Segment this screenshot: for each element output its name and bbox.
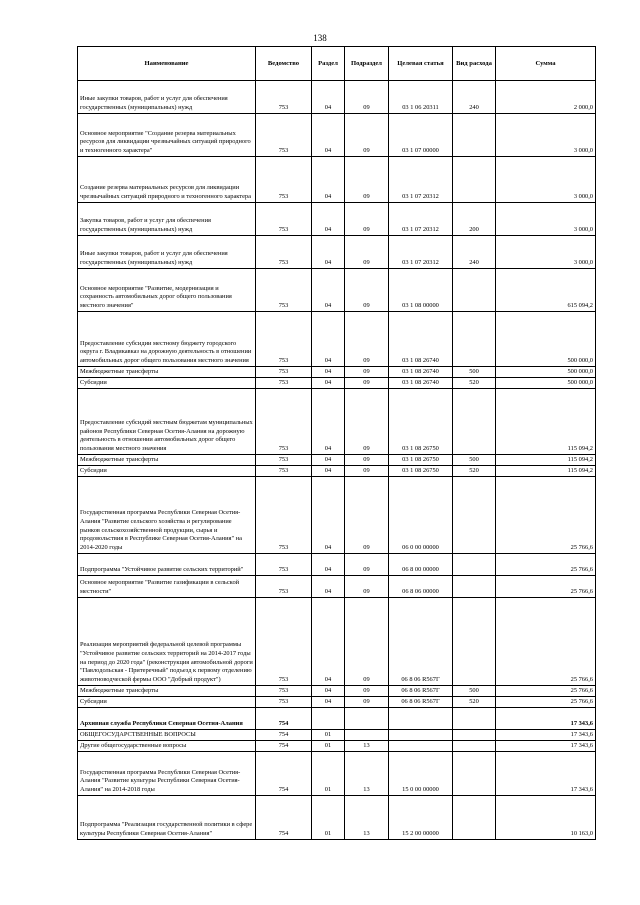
cell-tselevaya-statya: 06 8 06 00000 — [389, 576, 453, 598]
cell-razdel: 01 — [312, 796, 345, 840]
header-vid-raskhoda: Вид расхода — [453, 47, 496, 81]
cell-vedomstvo: 753 — [256, 269, 312, 312]
cell-tselevaya-statya: 03 1 08 26750 — [389, 455, 453, 466]
cell-razdel: 04 — [312, 236, 345, 269]
cell-podrazdel: 09 — [345, 236, 389, 269]
cell-vedomstvo: 753 — [256, 697, 312, 708]
cell-summa: 17 343,6 — [496, 752, 596, 796]
cell-tselevaya-statya: 06 8 06 R567Г — [389, 697, 453, 708]
cell-podrazdel: 13 — [345, 796, 389, 840]
cell-razdel: 04 — [312, 203, 345, 236]
cell-vid-raskhoda: 200 — [453, 203, 496, 236]
cell-tselevaya-statya: 03 1 08 26740 — [389, 367, 453, 378]
cell-vedomstvo: 753 — [256, 477, 312, 554]
cell-name: Предоставление субсидии местному бюджету городского округа г. Владикавказ на дорожную деятельность в отношении автомобильных дорог общего пользования местного значения — [78, 312, 256, 367]
cell-tselevaya-statya: 03 1 08 26750 — [389, 466, 453, 477]
table-row — [78, 741, 596, 752]
cell-name: Основное мероприятие "Развитие газификации в сельской местности" — [78, 576, 256, 598]
cell-vedomstvo: 753 — [256, 367, 312, 378]
table-row — [78, 477, 596, 554]
cell-razdel: 04 — [312, 598, 345, 686]
cell-vedomstvo: 754 — [256, 741, 312, 752]
cell-name: Архивная служба Республики Северная Осетия-Алания — [78, 708, 256, 730]
cell-razdel: 04 — [312, 269, 345, 312]
table-row — [78, 236, 596, 269]
cell-podrazdel: 09 — [345, 269, 389, 312]
cell-summa: 10 163,0 — [496, 796, 596, 840]
cell-vid-raskhoda — [453, 312, 496, 367]
table-row — [78, 378, 596, 389]
cell-name: Иные закупки товаров, работ и услуг для обеспечения государственных (муниципальных) нужд — [78, 81, 256, 114]
cell-name: Субсидии — [78, 697, 256, 708]
cell-name: Другие общегосударственные вопросы — [78, 741, 256, 752]
cell-summa: 25 766,6 — [496, 576, 596, 598]
header-podrazdel: Подраздел — [345, 47, 389, 81]
cell-vedomstvo: 753 — [256, 81, 312, 114]
cell-name: Основное мероприятие "Создание резерва материальных ресурсов для ликвидации чрезвычайных ситуаций природного и техногенного характера" — [78, 114, 256, 157]
cell-podrazdel: 09 — [345, 114, 389, 157]
cell-summa: 115 094,2 — [496, 466, 596, 477]
cell-tselevaya-statya — [389, 730, 453, 741]
cell-razdel: 04 — [312, 367, 345, 378]
cell-razdel: 04 — [312, 576, 345, 598]
cell-razdel: 01 — [312, 741, 345, 752]
cell-vid-raskhoda: 500 — [453, 367, 496, 378]
cell-summa: 25 766,6 — [496, 477, 596, 554]
cell-razdel: 01 — [312, 752, 345, 796]
table-row — [78, 796, 596, 840]
cell-vid-raskhoda: 520 — [453, 378, 496, 389]
cell-summa: 500 000,0 — [496, 312, 596, 367]
cell-name: Субсидии — [78, 378, 256, 389]
cell-vedomstvo: 753 — [256, 686, 312, 697]
cell-summa: 2 000,0 — [496, 81, 596, 114]
header-summa: Сумма — [496, 47, 596, 81]
cell-summa: 25 766,6 — [496, 686, 596, 697]
cell-vid-raskhoda — [453, 752, 496, 796]
cell-vid-raskhoda — [453, 598, 496, 686]
cell-summa: 3 000,0 — [496, 236, 596, 269]
cell-vedomstvo: 753 — [256, 598, 312, 686]
cell-vedomstvo: 753 — [256, 576, 312, 598]
cell-podrazdel: 09 — [345, 554, 389, 576]
cell-vid-raskhoda: 500 — [453, 686, 496, 697]
cell-podrazdel: 09 — [345, 576, 389, 598]
table-row — [78, 598, 596, 686]
cell-name: Межбюджетные трансферты — [78, 686, 256, 697]
cell-razdel: 04 — [312, 378, 345, 389]
budget-table — [77, 46, 596, 840]
cell-podrazdel: 09 — [345, 466, 389, 477]
cell-tselevaya-statya: 03 1 08 26740 — [389, 312, 453, 367]
table-row — [78, 730, 596, 741]
cell-podrazdel — [345, 708, 389, 730]
cell-tselevaya-statya: 03 1 07 20312 — [389, 236, 453, 269]
table-row — [78, 389, 596, 455]
cell-summa: 17 343,6 — [496, 741, 596, 752]
cell-tselevaya-statya: 03 1 06 20311 — [389, 81, 453, 114]
table-body — [78, 81, 596, 840]
cell-podrazdel: 09 — [345, 367, 389, 378]
table-row — [78, 554, 596, 576]
cell-podrazdel — [345, 730, 389, 741]
cell-podrazdel: 09 — [345, 686, 389, 697]
cell-razdel: 04 — [312, 312, 345, 367]
table-row — [78, 203, 596, 236]
cell-razdel: 04 — [312, 455, 345, 466]
cell-podrazdel: 09 — [345, 312, 389, 367]
cell-podrazdel: 09 — [345, 81, 389, 114]
cell-tselevaya-statya: 03 1 07 20312 — [389, 157, 453, 203]
cell-podrazdel: 09 — [345, 157, 389, 203]
cell-vedomstvo: 753 — [256, 157, 312, 203]
header-tselevaya-statya: Целевая статья — [389, 47, 453, 81]
cell-vedomstvo: 754 — [256, 730, 312, 741]
cell-razdel: 04 — [312, 686, 345, 697]
cell-podrazdel: 09 — [345, 389, 389, 455]
cell-razdel: 04 — [312, 114, 345, 157]
cell-vedomstvo: 753 — [256, 378, 312, 389]
table-row — [78, 576, 596, 598]
cell-podrazdel: 09 — [345, 203, 389, 236]
cell-vedomstvo: 753 — [256, 236, 312, 269]
cell-tselevaya-statya: 06 8 00 00000 — [389, 554, 453, 576]
cell-summa: 25 766,6 — [496, 598, 596, 686]
cell-vid-raskhoda: 520 — [453, 466, 496, 477]
cell-podrazdel: 09 — [345, 477, 389, 554]
cell-podrazdel: 09 — [345, 455, 389, 466]
cell-razdel: 04 — [312, 389, 345, 455]
cell-summa: 25 766,6 — [496, 554, 596, 576]
cell-vid-raskhoda — [453, 576, 496, 598]
table-row — [78, 455, 596, 466]
cell-tselevaya-statya: 03 1 07 20312 — [389, 203, 453, 236]
table-row — [78, 367, 596, 378]
table-row — [78, 708, 596, 730]
cell-vid-raskhoda — [453, 796, 496, 840]
cell-name: Государственная программа Республики Северная Осетия-Алания "Развитие сельского хозяйства и регулирование рынков сельскохозяйственной продукции, сырья и продовольствия в Республике Северная Осетия-Алания" на 2014-2020 годы — [78, 477, 256, 554]
cell-tselevaya-statya — [389, 708, 453, 730]
cell-tselevaya-statya: 03 1 08 26750 — [389, 389, 453, 455]
cell-name: Межбюджетные трансферты — [78, 455, 256, 466]
page-number: 138 — [313, 33, 327, 43]
header-name: Наименование — [78, 47, 256, 81]
cell-tselevaya-statya: 03 1 08 26740 — [389, 378, 453, 389]
cell-vid-raskhoda — [453, 477, 496, 554]
cell-vedomstvo: 753 — [256, 114, 312, 157]
cell-vid-raskhoda — [453, 741, 496, 752]
cell-vedomstvo: 753 — [256, 455, 312, 466]
cell-name: Подпрограмма "Реализация государственной политики в сфере культуры Республики Северная Осетия-Алания" — [78, 796, 256, 840]
cell-vedomstvo: 753 — [256, 203, 312, 236]
table-row — [78, 81, 596, 114]
cell-podrazdel: 09 — [345, 697, 389, 708]
cell-name: Субсидии — [78, 466, 256, 477]
cell-vedomstvo: 753 — [256, 312, 312, 367]
cell-vedomstvo: 753 — [256, 389, 312, 455]
cell-summa: 3 000,0 — [496, 203, 596, 236]
cell-podrazdel: 13 — [345, 752, 389, 796]
cell-razdel: 04 — [312, 157, 345, 203]
cell-tselevaya-statya: 06 8 06 R567Г — [389, 598, 453, 686]
cell-summa: 25 766,6 — [496, 697, 596, 708]
table-row — [78, 157, 596, 203]
cell-name: Межбюджетные трансферты — [78, 367, 256, 378]
cell-tselevaya-statya: 06 0 00 00000 — [389, 477, 453, 554]
cell-podrazdel: 09 — [345, 378, 389, 389]
table-row — [78, 686, 596, 697]
cell-vedomstvo: 754 — [256, 708, 312, 730]
cell-vid-raskhoda: 520 — [453, 697, 496, 708]
cell-razdel: 04 — [312, 697, 345, 708]
cell-name: ОБЩЕГОСУДАРСТВЕННЫЕ ВОПРОСЫ — [78, 730, 256, 741]
table-row — [78, 114, 596, 157]
cell-vedomstvo: 753 — [256, 466, 312, 477]
cell-summa: 615 094,2 — [496, 269, 596, 312]
cell-summa: 17 343,6 — [496, 730, 596, 741]
cell-vid-raskhoda: 500 — [453, 455, 496, 466]
cell-tselevaya-statya: 15 0 00 00000 — [389, 752, 453, 796]
cell-summa: 3 000,0 — [496, 114, 596, 157]
table-header-row — [78, 47, 596, 81]
cell-summa: 3 000,0 — [496, 157, 596, 203]
cell-summa: 115 094,2 — [496, 455, 596, 466]
cell-razdel: 04 — [312, 466, 345, 477]
header-vedomstvo: Ведомство — [256, 47, 312, 81]
cell-name: Иные закупки товаров, работ и услуг для обеспечения государственных (муниципальных) нужд — [78, 236, 256, 269]
cell-summa: 500 000,0 — [496, 378, 596, 389]
cell-vedomstvo: 753 — [256, 554, 312, 576]
header-razdel: Раздел — [312, 47, 345, 81]
cell-summa: 500 000,0 — [496, 367, 596, 378]
cell-vid-raskhoda: 240 — [453, 236, 496, 269]
cell-tselevaya-statya: 06 8 06 R567Г — [389, 686, 453, 697]
table-row — [78, 312, 596, 367]
table-row — [78, 697, 596, 708]
cell-vedomstvo: 754 — [256, 796, 312, 840]
cell-razdel: 01 — [312, 730, 345, 741]
cell-name: Предоставление субсидий местным бюджетам муниципальных районов Республики Северная Осетия-Алания на дорожную деятельность в отношении автомобильных дорог общего пользования местного значения — [78, 389, 256, 455]
cell-vedomstvo: 754 — [256, 752, 312, 796]
cell-summa: 17 343,6 — [496, 708, 596, 730]
cell-name: Основное мероприятие "Развитие, модернизация и сохранность автомобильных дорог общего пользования местного значения" — [78, 269, 256, 312]
cell-name: Реализация мероприятий федеральной целевой программы "Устойчивое развитие сельских территорий на 2014-2017 годы на период до 2020 года" (реконструкция автомобильной дороги "Павлодольская - Притеречный" подъезд к первому отделению животноводческой фермы ООО "Добрый продукт") — [78, 598, 256, 686]
cell-tselevaya-statya — [389, 741, 453, 752]
cell-tselevaya-statya: 03 1 08 00000 — [389, 269, 453, 312]
cell-name: Создание резерва материальных ресурсов для ликвидации чрезвычайных ситуаций природного и техногенного характера — [78, 157, 256, 203]
cell-vid-raskhoda — [453, 389, 496, 455]
cell-tselevaya-statya: 03 1 07 00000 — [389, 114, 453, 157]
cell-vid-raskhoda — [453, 708, 496, 730]
cell-podrazdel: 09 — [345, 598, 389, 686]
cell-summa: 115 094,2 — [496, 389, 596, 455]
cell-razdel: 04 — [312, 477, 345, 554]
cell-razdel: 04 — [312, 81, 345, 114]
cell-vid-raskhoda — [453, 114, 496, 157]
cell-name: Подпрограмма "Устойчивое развитие сельских территорий" — [78, 554, 256, 576]
cell-podrazdel: 13 — [345, 741, 389, 752]
cell-razdel — [312, 708, 345, 730]
cell-vid-raskhoda — [453, 554, 496, 576]
cell-name: Закупка товаров, работ и услуг для обеспечения государственных (муниципальных) нужд — [78, 203, 256, 236]
table-row — [78, 752, 596, 796]
table-row — [78, 466, 596, 477]
cell-razdel: 04 — [312, 554, 345, 576]
table-row — [78, 269, 596, 312]
cell-vid-raskhoda — [453, 269, 496, 312]
cell-vid-raskhoda — [453, 730, 496, 741]
cell-name: Государственная программа Республики Северная Осетия-Алания "Развитие культуры Республики Северная Осетия-Алания" на 2014-2018 годы — [78, 752, 256, 796]
cell-tselevaya-statya: 15 2 00 00000 — [389, 796, 453, 840]
cell-vid-raskhoda: 240 — [453, 81, 496, 114]
cell-vid-raskhoda — [453, 157, 496, 203]
